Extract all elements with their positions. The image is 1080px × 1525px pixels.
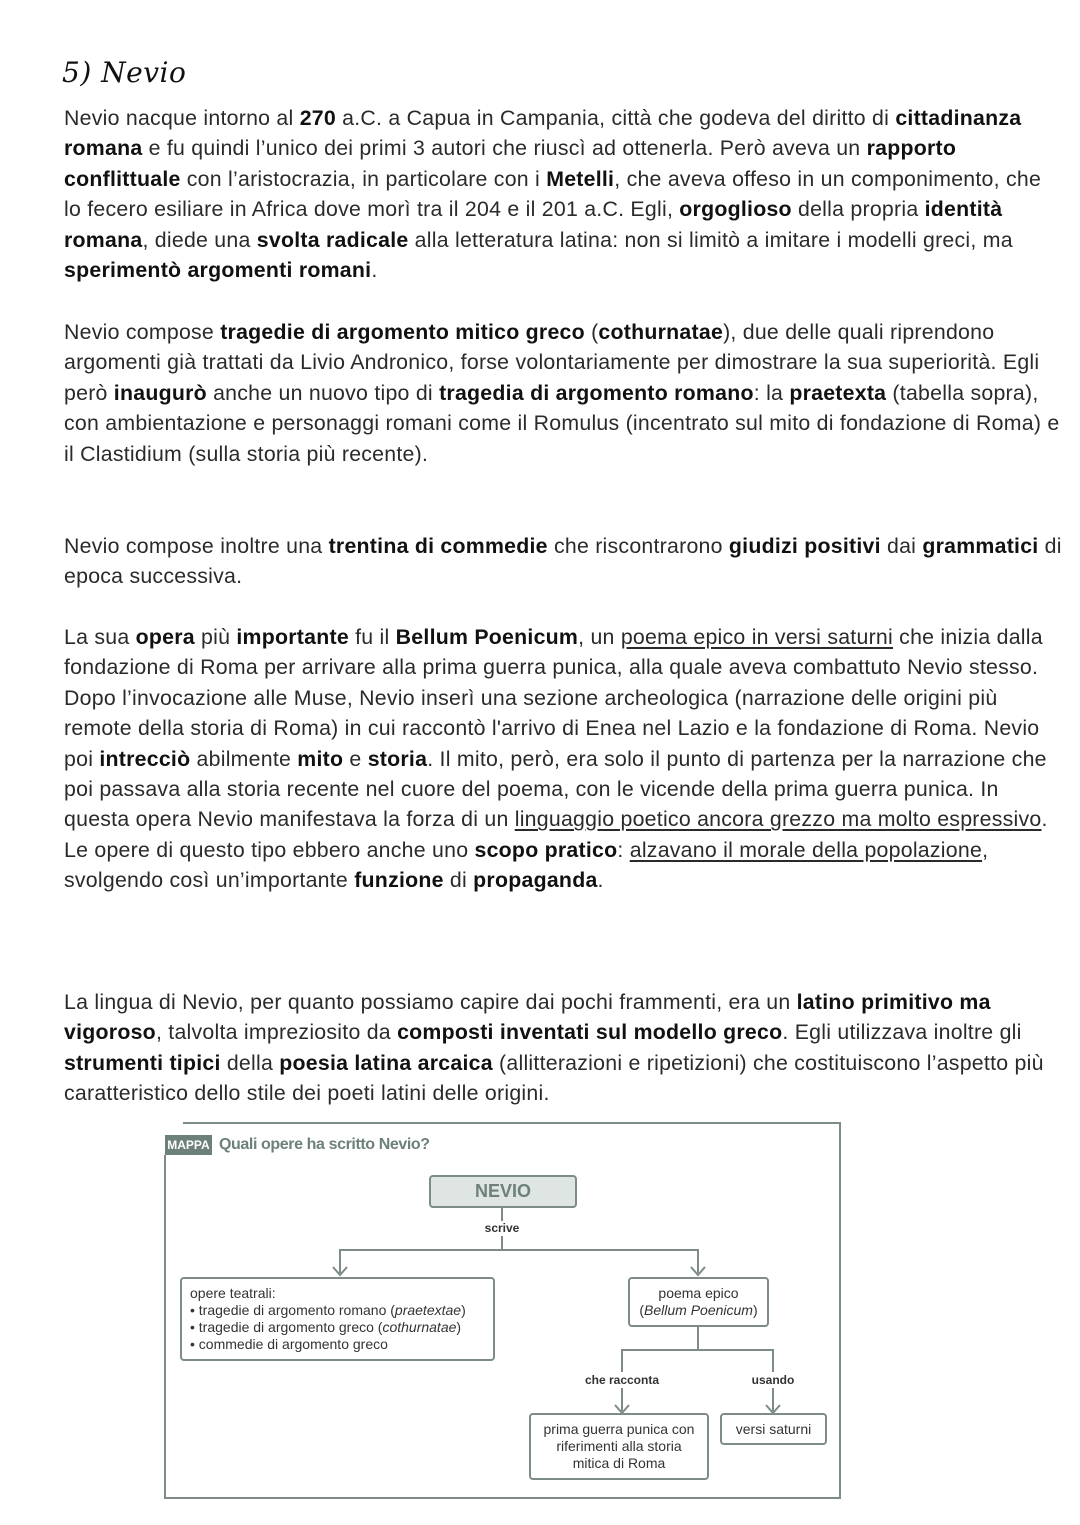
item-text: • commedie di argomento greco bbox=[190, 1336, 388, 1352]
item-text: • tragedie di argomento romano ( bbox=[190, 1302, 395, 1318]
text-run: , diede una bbox=[142, 227, 257, 252]
text-run: di bbox=[443, 868, 474, 893]
bold-text: tragedie di argomento mitico greco bbox=[220, 320, 585, 344]
text-run: (allitterazioni e ripetizioni) che costituiscono l’aspetto più caratteristico dello stile dei poeti latini delle origini. bbox=[64, 1050, 1044, 1106]
bold-text: mito bbox=[297, 746, 344, 771]
bold-text: composti inventati sul modello greco bbox=[397, 1020, 783, 1045]
bold-text: intrecciò bbox=[99, 746, 191, 771]
bold-text: svolta radicale bbox=[256, 227, 409, 252]
italic-term: praetextae bbox=[394, 1302, 462, 1318]
paragraph-tragedies bbox=[64, 317, 1064, 469]
bold-text: inaugurò bbox=[113, 380, 207, 405]
text-run: della bbox=[220, 1050, 280, 1075]
text-run: , che aveva offeso in un componimento, che lo fecero esiliare in Africa dove morì tra il 204 e il 201 a.C. Egli, bbox=[64, 166, 1042, 222]
text-run: anche un nuovo tipo di bbox=[206, 380, 440, 405]
bold-text: propaganda bbox=[473, 868, 598, 893]
text-run: Dopo l’invocazione alle Muse, Nevio inserì una sezione archeologica (narrazione delle origini più remote della storia di Roma) in cui raccontò l'arrivo di Enea nel Lazio e la fondazione di Roma. Nevio poi bbox=[64, 685, 1040, 771]
bold-text: praetexta bbox=[789, 380, 887, 405]
italic-title: Bellum Poenicum bbox=[644, 1302, 753, 1318]
bold-text: importante bbox=[236, 625, 349, 649]
underlined-text: alzavano il morale della popolazione bbox=[629, 837, 983, 862]
text-run: . Il mito, però, era solo il punto di partenza per la narrazione che poi passava alla storia recente nel cuore del poema, con le vicende della prima guerra punica. In questa opera Nevio manifestava la forza di un bbox=[64, 746, 1047, 832]
item-text: ) bbox=[461, 1302, 466, 1318]
bold-text: 270 bbox=[299, 106, 336, 130]
node-list-item bbox=[190, 1319, 485, 1336]
text-run: . Le opere di questo tipo ebbero anche uno bbox=[64, 807, 1048, 862]
bold-text: rapporto conflittuale bbox=[64, 136, 957, 191]
text-run: Nevio compose inoltre una bbox=[64, 534, 329, 558]
node-prima-guerra-punica: prima guerra punica con riferimenti alla storia mitica di Roma bbox=[529, 1413, 709, 1480]
text-run: dai bbox=[880, 534, 923, 558]
bold-text: cittadinanza romana bbox=[64, 106, 1022, 161]
text-run: ( bbox=[584, 320, 599, 344]
edge-label-scrive: scrive bbox=[484, 1221, 520, 1235]
text-run: a.C. a Capua in Campania, città che godeva del diritto di bbox=[335, 106, 896, 130]
bold-text: Metelli bbox=[546, 166, 615, 191]
text-run: La sua bbox=[64, 625, 136, 649]
bold-text: strumenti tipici bbox=[64, 1050, 221, 1075]
bold-text: opera bbox=[135, 625, 195, 649]
paragraph-language bbox=[64, 987, 1064, 1109]
text-run: La lingua di Nevio, per quanto possiamo capire dai pochi frammenti, era un bbox=[64, 990, 797, 1014]
connector bbox=[340, 1250, 698, 1273]
text-run: . bbox=[371, 258, 378, 283]
item-text: • tragedie di argomento greco ( bbox=[190, 1319, 383, 1335]
text-run: , un bbox=[578, 625, 621, 649]
node-versi-saturni: versi saturni bbox=[720, 1413, 827, 1445]
paragraph-bellum-poenicum bbox=[64, 622, 1064, 896]
text-run: Nevio compose bbox=[64, 320, 221, 344]
bold-text: sperimentò argomenti romani bbox=[64, 258, 372, 283]
bold-text: identità romana bbox=[64, 197, 1003, 252]
text-run: con l’aristocrazia, in particolare con i bbox=[180, 166, 547, 191]
bold-text: scopo pratico bbox=[474, 837, 618, 862]
text-run: : la bbox=[753, 380, 790, 405]
paragraph-comedies bbox=[64, 531, 1064, 592]
text-run: (tabella sopra), con ambientazione e personaggi romani come il Romulus (incentrato sul mito di fondazione di Roma) e il Clastidium (sulla storia più recente). bbox=[64, 380, 1060, 466]
bold-text: funzione bbox=[354, 868, 444, 893]
node-line bbox=[632, 1302, 765, 1319]
text-run: che riscontrarono bbox=[547, 534, 729, 558]
node-poema-epico bbox=[628, 1277, 769, 1327]
bold-text: latino primitivo ma vigoroso bbox=[64, 990, 991, 1045]
text-run: e fu quindi l’unico dei primi 3 autori che riuscì ad ottenerla. Però aveva un bbox=[142, 136, 867, 161]
map-badge: MAPPA bbox=[165, 1135, 212, 1155]
edge-label-usando: usando bbox=[751, 1373, 795, 1387]
text-run: . Egli utilizzava inoltre gli bbox=[782, 1020, 1022, 1045]
bold-text: grammatici bbox=[922, 534, 1039, 558]
text-run: di epoca successiva. bbox=[64, 534, 1062, 589]
node-list-item bbox=[190, 1336, 485, 1353]
bold-text: poesia latina arcaica bbox=[279, 1050, 493, 1075]
map-title: Quali opere ha scritto Nevio? bbox=[219, 1136, 430, 1153]
node-heading: opere teatrali: bbox=[190, 1285, 276, 1301]
item-text: ) bbox=[456, 1319, 462, 1335]
text-run: che inizia dalla fondazione di Roma per arrivare alla prima guerra punica, alla quale aveva combattuto Nevio stesso. bbox=[64, 625, 1043, 680]
text-run: ), due delle quali riprendono argomenti già trattati da Livio Andronico, forse volontariamente per dimostrare la sua superiorità. Egli però bbox=[64, 320, 1040, 405]
node-opere-teatrali bbox=[180, 1277, 495, 1361]
text-run: della propria bbox=[791, 197, 925, 222]
section-title: 5) Nevio bbox=[62, 56, 187, 89]
text-run: alla letteratura latina: non si limitò a imitare i modelli greci, ma bbox=[408, 227, 1013, 252]
node-list-item bbox=[190, 1302, 485, 1319]
text-run: Nevio nacque intorno al bbox=[64, 106, 300, 130]
text-run: più bbox=[194, 625, 237, 649]
bold-text: orgoglioso bbox=[679, 197, 792, 222]
concept-map bbox=[160, 1118, 850, 1508]
paren: ( bbox=[639, 1302, 645, 1318]
underlined-text: linguaggio poetico ancora grezzo ma molto espressivo bbox=[514, 807, 1042, 832]
node-nevio: NEVIO bbox=[429, 1175, 577, 1208]
paragraph-biography bbox=[64, 103, 1064, 285]
bold-text: trentina di commedie bbox=[328, 534, 548, 558]
text-run: fu il bbox=[348, 625, 396, 649]
text-run: : bbox=[617, 837, 630, 862]
text-run: , talvolta impreziosito da bbox=[155, 1020, 398, 1045]
bold-text: Bellum Poenicum bbox=[395, 625, 579, 649]
bold-text: cothurnatae bbox=[598, 320, 724, 344]
paren: ) bbox=[752, 1302, 758, 1318]
italic-term: cothurnatae bbox=[382, 1319, 457, 1335]
text-run: e bbox=[343, 746, 368, 771]
connector bbox=[622, 1350, 773, 1372]
bold-text: tragedia di argomento romano bbox=[439, 380, 754, 405]
bold-text: giudizi positivi bbox=[728, 534, 881, 558]
text-run: . bbox=[597, 868, 604, 893]
text-run: abilmente bbox=[190, 746, 298, 771]
node-line: poema epico bbox=[658, 1285, 739, 1301]
edge-label-che-racconta: che racconta bbox=[584, 1373, 660, 1387]
underlined-text: poema epico in versi saturni bbox=[620, 625, 893, 649]
text-run: , svolgendo così un’importante bbox=[64, 837, 989, 893]
bold-text: storia bbox=[367, 746, 428, 771]
